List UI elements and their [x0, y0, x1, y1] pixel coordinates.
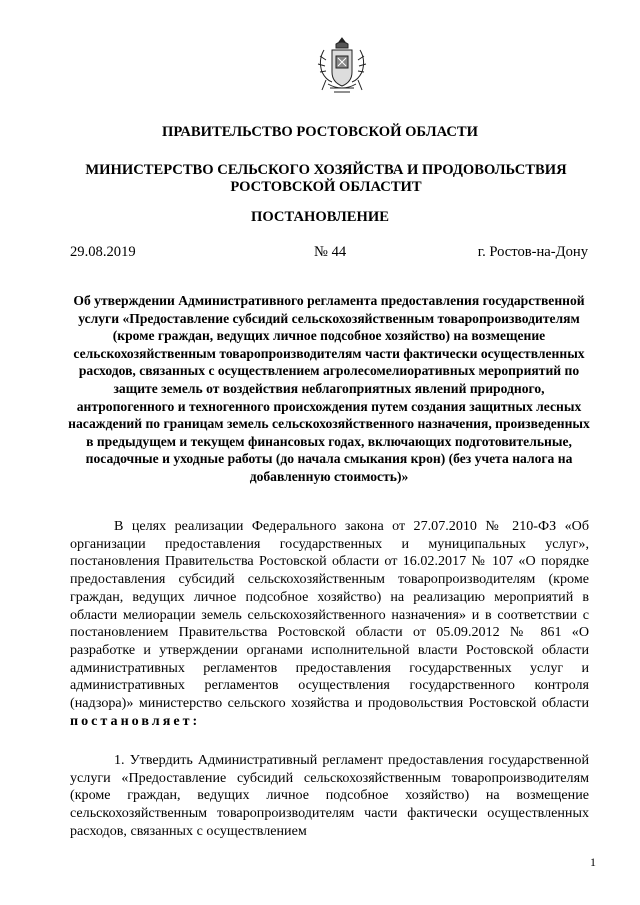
- ministry-line-2: РОСТОВСКОЙ ОБЛАСТИТ: [230, 179, 422, 195]
- document-number: № 44: [314, 244, 347, 260]
- document-date: 29.08.2019: [70, 244, 136, 260]
- government-name: ПРАВИТЕЛЬСТВО РОСТОВСКОЙ ОБЛАСТИ: [161, 124, 479, 140]
- document-meta: [70, 243, 588, 261]
- document-city: г. Ростов-на-Дону: [477, 244, 588, 260]
- page-number: 1: [590, 855, 596, 869]
- ministry-line-1: МИНИСТЕРСТВО СЕЛЬСКОГО ХОЗЯЙСТВА И ПРОДОВОЛЬСТВИЯ: [85, 162, 567, 178]
- document-type: ПОСТАНОВЛЕНИЕ: [251, 209, 389, 225]
- coat-of-arms-icon: [316, 36, 368, 98]
- document-title: Об утверждении Административного регламента предоставления государственной услуги «Предоставление субсидий сельскохозяйственным товаропроизводителям (кроме граждан, ведущих личное подсобное хозяйство) на возмещение сельскохозяйственным товаропроизводителям части фактически осуществленных расходов, связанных с осуществлением агролесомелиоративных мероприятий по защите земель от воздействия неблагоприятных явлений природного, антропогенного и техногенного происхождения путем создания защитных лесных насаждений по границам земель сельскохозяйственного назначения, произведенных в предыдущем и текущем финансовых годах, включающих подготовительные, посадочные и уходные работы (до начала смыкания крон) (без учета налога на добавленную стоимость)»: [68, 293, 590, 484]
- clause-1-paragraph: 1. Утвердить Административный регламент предоставления государственной услуги «Предоставление субсидий сельскохозяйственным товаропроизводителям (кроме граждан, ведущих личное подсобное хозяйство) на возмещение сельскохозяйственным товаропроизводителям части фактически осуществленных расходов, связанных с осуществлением: [70, 752, 589, 839]
- preamble-paragraph: [70, 518, 589, 730]
- preamble-text: В целях реализации Федерального закона от 27.07.2010 № 210-ФЗ «Об организации предоставления государственных и муниципальных услуг», постановления Правительства Ростовской области от 16.02.2017 № 107 «О порядке предоставления субсидий сельскохозяйственным товаропроизводителям (кроме граждан, ведущих личное подсобное хозяйство) на реализацию мероприятий в области мелиорации земель сельскохозяйственного назначения» и в соответствии с постановлением Правительства Ростовской области от 05.09.2012 № 861 «О разработке и утверждении органами исполнительной власти Ростовской области административных регламентов предоставления государственных услуг и административных регламентов осуществления государственного контроля (надзора)» министерство сельского хозяйства и продовольствия Ростовской области: [70, 518, 589, 712]
- ministry-name: [56, 162, 596, 196]
- decree-keyword: постановляет:: [70, 712, 201, 729]
